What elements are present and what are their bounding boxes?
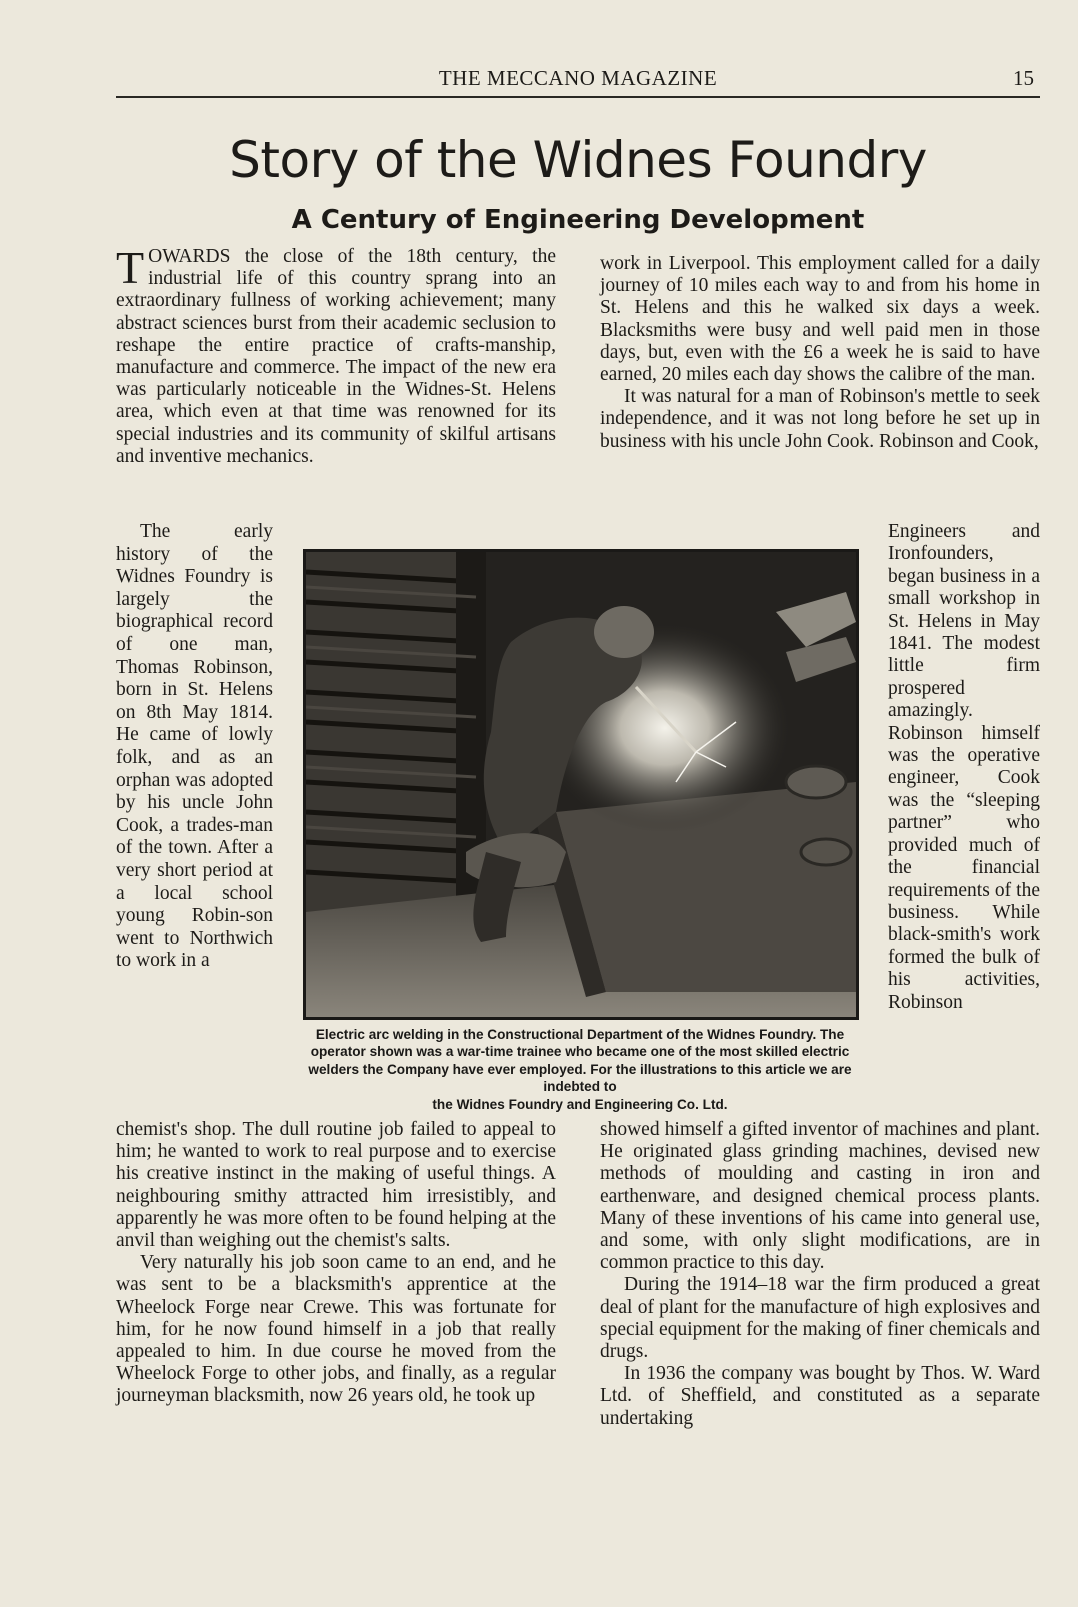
apprentice-paragraph: Very naturally his job soon came to an end, and he was sent to be a blacksmith's apprentice at the Wheelock Forge near Crewe. This was fortunate for him, for he now found himself in a job that really appealed to him. In due course he moved from the Wheelock Forge to other jobs, and finally, as a regular journeyman blacksmith, now 26 years old, he took up bbox=[116, 1252, 556, 1407]
page-number: 15 bbox=[1013, 66, 1034, 90]
acquisition-paragraph: In 1936 the company was bought by Thos. W. Ward Ltd. of Sheffield, and constituted as a separate undertaking bbox=[600, 1363, 1040, 1429]
photo-caption bbox=[300, 1026, 860, 1113]
intro-text: OWARDS the close of the 18th century, the industrial life of this country sprang into an extraordinary fullness of working achievement; many abstract sciences burst from their academic seclusion to reshape the entire practice of crafts-manship, manufacture and commerce. The impact of the new era was particularly noticeable in the Widnes-St. Helens area, which even at that time was renowned for its special industries and its community of skilful artisans and inventive mechanics. bbox=[116, 246, 556, 467]
drop-cap: T bbox=[116, 242, 145, 293]
welding-photo-illustration bbox=[306, 552, 856, 1017]
page-header bbox=[116, 62, 1040, 98]
welding-photograph bbox=[303, 549, 859, 1020]
article-subtitle: A Century of Engineering Development bbox=[291, 205, 865, 235]
inventor-paragraph: showed himself a gifted inventor of machines and plant. He originated glass grinding machines, devised new methods of moulding and casting in iron and earthenware, and designed chemical process plants. Many of these inventions of his came into general use, and some, with only slight modifications, are in common practice to this day. bbox=[600, 1119, 1040, 1274]
liverpool-paragraph: work in Liverpool. This employment called for a daily journey of 10 miles each way to and from his home in St. Helens and this he walked six days a week. Blacksmiths were busy and well paid men in those days, but, even with the £6 a week he is said to have earned, 20 miles each day shows the calibre of the man. bbox=[600, 253, 1040, 386]
left-column-narrow bbox=[116, 521, 273, 973]
right-column-narrow bbox=[888, 521, 1040, 1014]
firm-paragraph: Engineers and Ironfounders, began business in a small workshop in St. Helens in May 1841. The modest little firm prospered amazingly. Robinson himself was the operative engineer, Cook was the “sleeping partner” who provided much of the financial requirements of the business. While black-smith's work formed the bulk of his activities, Robinson bbox=[888, 521, 1040, 1013]
war-paragraph: During the 1914–18 war the firm produced a great deal of plant for the manufacture of high explosives and special equipment for the making of finer chemicals and drugs. bbox=[600, 1274, 1040, 1363]
independence-paragraph: It was natural for a man of Robinson's mettle to seek independence, and it was not long before he set up in business with his uncle John Cook. Robinson and Cook, bbox=[600, 386, 1040, 452]
caption-line-1: Electric arc welding in the Constructional Department of the Widnes Foundry. The operator shown was a war-time trainee who became one of the most skilled electric welders the Company have ever employed. For the illustrations to this article we are indebted to bbox=[308, 1027, 852, 1095]
left-column-top bbox=[116, 242, 556, 468]
right-column-top bbox=[600, 253, 1040, 453]
caption-line-2: the Widnes Foundry and Engineering Co. Ltd. bbox=[432, 1096, 728, 1112]
history-paragraph: The early history of the Widnes Foundry is largely the biographical record of one man, Thomas Robinson, born in St. Helens on 8th May 1814. He came of lowly folk, and as an orphan was adopted by his uncle John Cook, a trades-man of the town. After a very short period at a local school young Robin-son went to Northwich to work in a bbox=[116, 521, 273, 972]
article-title: Story of the Widnes Foundry bbox=[229, 131, 927, 189]
shop-paragraph: chemist's shop. The dull routine job failed to appeal to him; he wanted to work to real purpose and to exercise his creative instinct in the making of useful things. A neighbouring smithy attracted him irresistibly, and apparently he was more often to be found helping at the anvil than weighing out the chemist's salts. bbox=[116, 1119, 556, 1252]
right-column-bottom bbox=[600, 1119, 1040, 1430]
intro-paragraph bbox=[116, 242, 556, 468]
magazine-title: THE MECCANO MAGAZINE bbox=[438, 66, 718, 90]
left-column-bottom bbox=[116, 1119, 556, 1408]
